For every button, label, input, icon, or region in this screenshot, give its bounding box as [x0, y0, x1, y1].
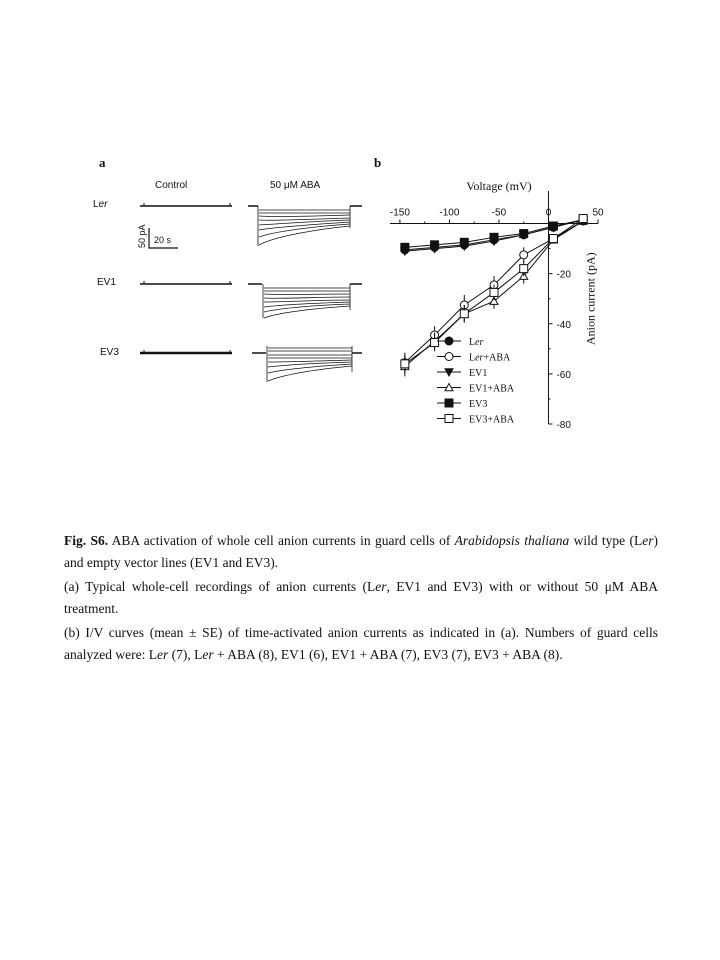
scale-time-label: 20 s — [154, 235, 172, 245]
legend-marker — [445, 399, 453, 407]
legend — [437, 337, 515, 426]
data-point — [549, 222, 557, 230]
legend-marker — [445, 415, 453, 423]
panel-a-letter: a — [99, 155, 106, 170]
data-point — [490, 288, 498, 296]
panel-a-recordings — [93, 180, 362, 382]
x-axis-label: Voltage (mV) — [466, 179, 532, 193]
x-ticks — [390, 208, 604, 224]
y-axis-label: Anion current (pA) — [583, 252, 598, 346]
aba-traces — [248, 206, 362, 382]
caption-panel-b: (b) I/V curves (mean ± SE) of time-activated anion currents as indicated in (a). Numbers of guard cells analyzed were: Ler (7), Ler + ABA (8), EV1 (6), EV1 + ABA (7), EV3 (7), EV3 + ABA (8). — [64, 625, 658, 662]
legend-item-4 — [437, 399, 487, 410]
data-point — [549, 235, 557, 243]
y-tick-label: -40 — [556, 319, 571, 331]
x-tick-label: 50 — [592, 207, 604, 219]
y-ticks — [548, 249, 571, 431]
y-tick-label: -20 — [556, 269, 571, 281]
data-point — [460, 310, 468, 318]
y-tick-label: -60 — [556, 369, 571, 381]
caption-label: Fig. S6. — [64, 533, 109, 548]
data-point — [401, 243, 409, 251]
data-point — [579, 215, 587, 223]
x-tick-label: -50 — [491, 207, 507, 219]
data-point — [490, 233, 498, 241]
data-point — [431, 339, 439, 347]
legend-label: EV1+ABA — [469, 383, 515, 395]
x-tick-label: 0 — [545, 207, 552, 219]
legend-item-2 — [437, 368, 487, 379]
aba-column-label: 50 μM ABA — [270, 180, 321, 191]
caption-summary: Fig. S6. ABA activation of whole cell anion currents in guard cells of Arabidopsis thaliana wild type (Ler) and empty vector lines (EV1 and EV3). — [64, 533, 658, 570]
control-traces — [140, 203, 232, 353]
control-column-label: Control — [155, 180, 188, 191]
legend-marker — [445, 337, 453, 345]
legend-label: EV3 — [469, 399, 488, 410]
row-label-ev1: EV1 — [97, 277, 116, 288]
legend-item-3 — [437, 384, 515, 395]
x-tick-label: -100 — [439, 207, 460, 219]
caption-panel-a: (a) Typical whole-cell recordings of anion currents (Ler, EV1 and EV3) with or without 50 μM ABA treatment. — [64, 579, 658, 616]
y-tick-label: -80 — [556, 420, 571, 431]
legend-marker — [445, 353, 453, 361]
data-point — [401, 360, 409, 368]
legend-item-5 — [437, 415, 515, 426]
data-point — [431, 241, 439, 249]
row-label-ev3: EV3 — [100, 347, 119, 358]
legend-item-1 — [437, 353, 511, 364]
panel-b-letter: b — [374, 155, 382, 170]
legend-label: EV1 — [469, 368, 488, 379]
species-name: Arabidopsis thaliana — [454, 533, 570, 548]
legend-label: EV3+ABA — [469, 414, 515, 426]
legend-label: Ler — [469, 337, 484, 348]
data-point — [460, 238, 468, 246]
legend-label: Ler+ABA — [469, 352, 511, 364]
row-label-ler: Ler — [93, 199, 108, 210]
data-point — [520, 265, 528, 273]
scale-current-label: 50 pA — [137, 224, 147, 248]
x-tick-label: -150 — [389, 207, 410, 219]
figure-caption — [64, 530, 658, 668]
data-point — [520, 251, 528, 259]
data-point — [520, 230, 528, 238]
iv-chart — [390, 179, 604, 431]
legend-item-0 — [437, 337, 484, 348]
